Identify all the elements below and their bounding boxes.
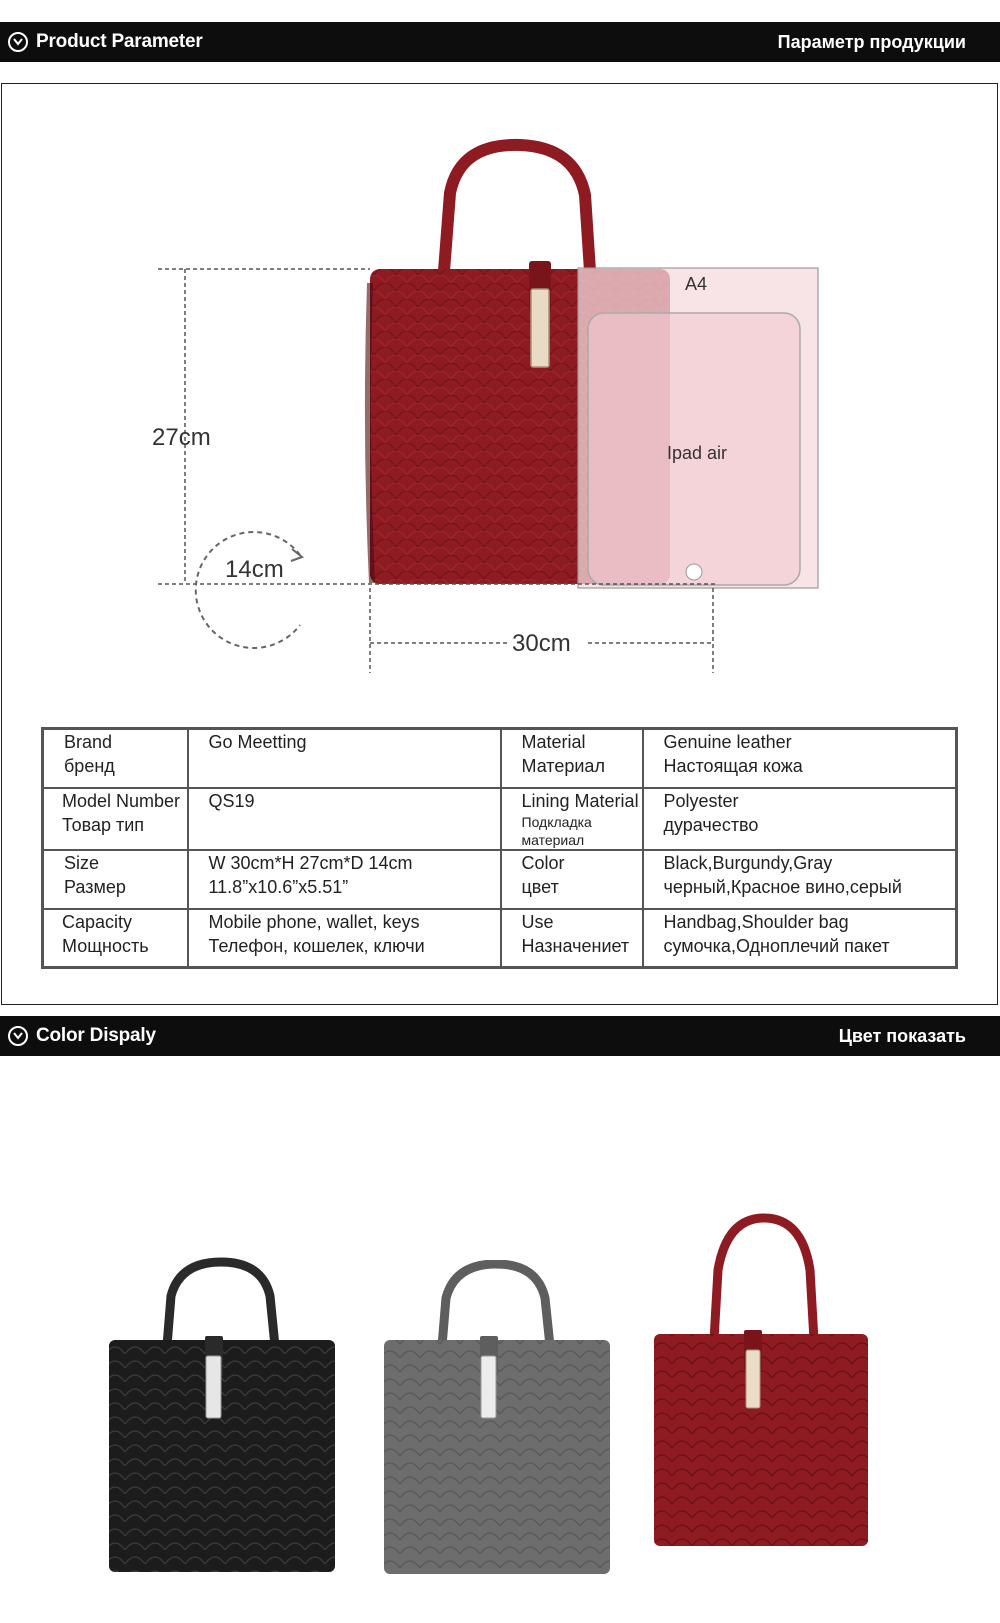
cell-label-ru: Размер [64,876,126,897]
lining-value-cell [643,788,957,850]
bag-burgundy-image [652,1210,872,1550]
banner-left [8,1016,156,1056]
cell-label2-en: Material [521,732,586,752]
cell-label-en: Size [64,852,100,873]
banner-left [8,22,203,62]
table-row [43,909,957,968]
depth-label: 14cm [225,556,284,583]
chevron-down-icon [8,32,28,52]
cell-value2-en: Genuine leather [663,732,792,752]
cell-label2-ru: цвет [521,876,559,897]
bag-handle [444,145,590,271]
chevron-down-icon [8,1026,28,1046]
size-value-cell [188,850,501,909]
a4-label: A4 [685,274,708,294]
width-label: 30cm [512,630,571,657]
cell-value-en: Go Meetting [208,732,307,752]
cell-label-en: Model Number [62,790,181,811]
color-display-area [0,1060,1000,1623]
material-value-cell [643,729,957,788]
product-parameter-banner [0,22,1000,62]
cell-value-ru: 11.8”x10.6”x5.51” [208,876,349,897]
cell-value2-en: Black,Burgundy,Gray [663,852,833,873]
color-label-cell [501,850,643,909]
lining-label-cell [501,788,643,850]
model-label-cell [43,788,188,850]
product-parameter-title: Product Parameter [36,31,203,52]
bag-burgundy [652,1210,872,1555]
ipad-label: Ipad air [667,443,728,463]
color-display-title: Color Dispaly [36,1025,156,1046]
use-label-cell [501,909,643,968]
cell-label-en: Capacity [62,911,133,932]
cell-value-en: W 30cm*H 27cm*D 14cm [208,852,413,873]
product-parameter-title-ru: Параметр продукции [777,31,966,52]
bag-clasp [531,289,549,367]
ipad-home-button [686,564,702,580]
size-label-cell [43,850,188,909]
table-row [43,850,957,909]
table-row [43,729,957,788]
cell-label-ru: бренд [64,756,115,776]
capacity-label-cell [43,909,188,968]
depth-arrow [196,532,300,648]
cell-label-ru: Товар тип [62,814,145,835]
cell-label2-en: Use [521,911,554,932]
cell-value-en: Mobile phone, wallet, keys [208,911,420,932]
cell-value2-ru: Настоящая кожа [663,756,803,776]
cell-label2-ru: Назначениет [521,935,630,956]
cell-value2-ru: дурачество [663,814,759,835]
size-diagram [0,83,1000,703]
use-value-cell [643,909,957,968]
cell-label2-ru: Подкладка материал [521,813,592,848]
capacity-value-cell [188,909,501,968]
brand-value-cell [188,729,501,788]
brand-label-cell [43,729,188,788]
table-row [43,788,957,850]
spec-table [41,727,958,969]
cell-value-en: QS19 [208,790,255,811]
color-display-title-ru: Цвет показать [838,1025,966,1046]
cell-value2-ru: сумочка,Одноплечий пакет [663,935,890,956]
bag-gray-image [380,1260,615,1578]
cell-value-ru: Телефон, кошелек, ключи [208,935,425,956]
bag-gray [380,1260,615,1583]
height-label: 27cm [152,424,211,451]
bag-black-image [105,1256,340,1576]
material-label-cell [501,729,643,788]
cell-label-en: Brand [64,732,113,752]
cell-value2-ru: черный,Красное вино,серый [663,876,902,897]
cell-label-ru: Мощность [62,935,149,956]
model-value-cell [188,788,501,850]
cell-label2-en: Color [521,852,565,873]
cell-value2-en: Handbag,Shoulder bag [663,911,849,932]
cell-label2-ru: Материал [521,756,605,776]
cell-label2-en: Lining Material [521,790,639,811]
bag-black [105,1256,340,1581]
color-value-cell [643,850,957,909]
cell-value2-en: Polyester [663,790,739,811]
color-display-banner [0,1016,1000,1056]
